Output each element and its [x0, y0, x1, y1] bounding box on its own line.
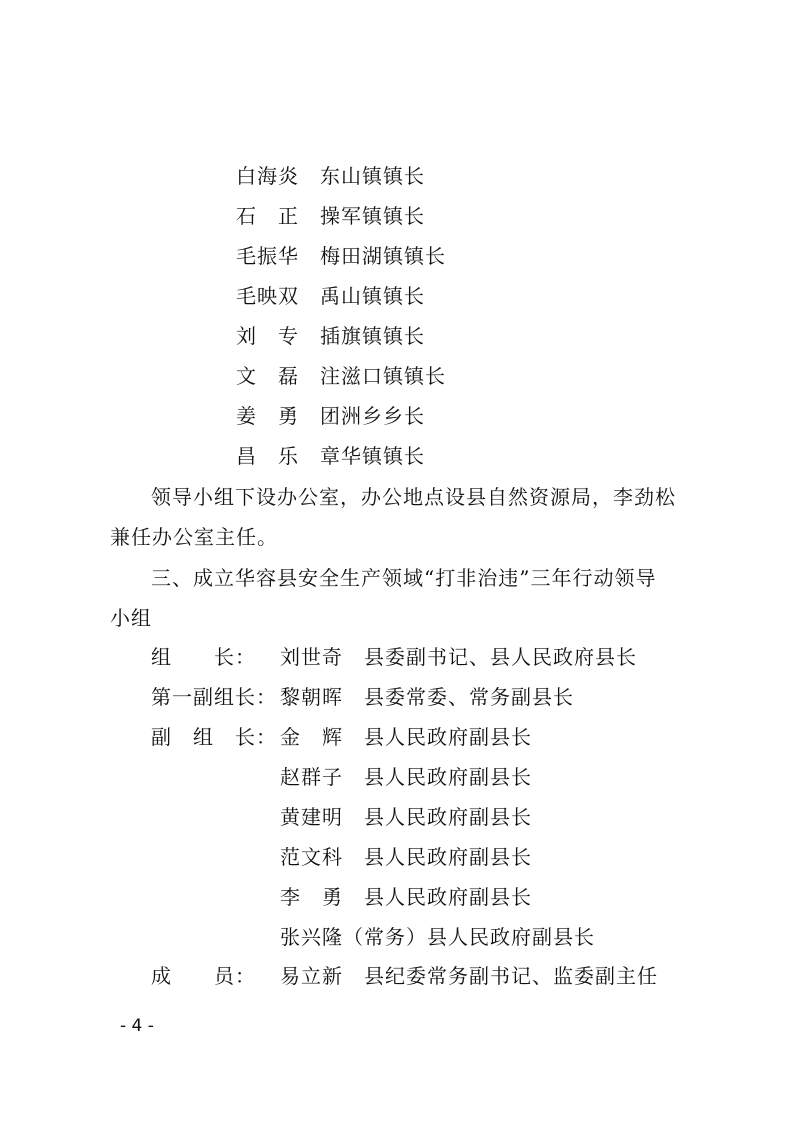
member-title: 操军镇镇长	[320, 204, 425, 228]
member-title: 团洲乡乡长	[320, 404, 425, 428]
member-row	[236, 203, 425, 229]
deputy-name: 赵群子	[280, 765, 343, 789]
member-row	[236, 443, 425, 469]
member-name: 刘 专	[236, 324, 299, 348]
member-name: 白海炎	[236, 164, 299, 188]
deputy-row	[280, 884, 532, 910]
member-name: 毛振华	[236, 244, 299, 268]
member-title: 禹山镇镇长	[320, 284, 425, 308]
member-row	[280, 963, 658, 989]
deputy-title: 县人民政府副县长	[364, 765, 532, 789]
first-deputy-label: 第一副组长：	[151, 685, 277, 709]
deputy-row	[280, 724, 532, 750]
deputy-row	[280, 804, 532, 830]
member-name: 姜 勇	[236, 404, 299, 428]
member-row	[236, 163, 425, 189]
deputy-title: 县人民政府副县长	[364, 805, 532, 829]
member-title: 插旗镇镇长	[320, 324, 425, 348]
leader-title: 县委副书记、县人民政府县长	[364, 645, 637, 669]
deputy-title: 县人民政府副县长	[364, 725, 532, 749]
deputy-title: 县人民政府副县长	[364, 885, 532, 909]
deputy-row	[280, 764, 532, 790]
member-name: 毛映双	[236, 284, 299, 308]
first-deputy-name: 黎朝晖	[280, 685, 343, 709]
deputy-name: 范文科	[280, 845, 343, 869]
member-title: 章华镇镇长	[320, 444, 425, 468]
first-deputy-row	[280, 684, 574, 710]
member-name: 易立新	[280, 964, 343, 988]
deputy-label: 副 组 长：	[151, 725, 277, 749]
deputy-title: 县人民政府副县长	[364, 845, 532, 869]
member-title: 东山镇镇长	[320, 164, 425, 188]
leader-row	[280, 644, 637, 670]
member-row	[236, 363, 446, 389]
deputy-name: 李 勇	[280, 885, 343, 909]
deputy-row	[280, 844, 532, 870]
member-name: 文 磊	[236, 364, 299, 388]
member-name: 昌 乐	[236, 444, 299, 468]
member-row	[236, 323, 425, 349]
section-heading-line-2: 小组	[110, 606, 152, 630]
deputy-title: 县人民政府副县长	[427, 925, 595, 949]
first-deputy-title: 县委常委、常务副县长	[364, 685, 574, 709]
deputy-name: 黄建明	[280, 805, 343, 829]
section-heading-line-1: 三、成立华容县安全生产领域“打非治违”三年行动领导	[151, 566, 657, 590]
deputy-row	[280, 924, 595, 950]
leader-label: 组 长：	[151, 645, 256, 669]
member-title: 县纪委常务副书记、监委副主任	[364, 964, 658, 988]
deputy-name: 张兴隆（常务）	[280, 925, 427, 949]
member-title: 梅田湖镇镇长	[320, 244, 446, 268]
member-name: 石 正	[236, 204, 299, 228]
leader-name: 刘世奇	[280, 645, 343, 669]
member-row	[236, 243, 446, 269]
page-number: - 4 -	[120, 1016, 154, 1036]
office-paragraph-line-1: 领导小组下设办公室，办公地点设县自然资源局，李劲松	[151, 485, 676, 509]
member-title: 注滋口镇镇长	[320, 364, 446, 388]
member-label: 成 员：	[151, 964, 256, 988]
office-paragraph-line-2: 兼任办公室主任。	[110, 525, 278, 549]
member-row	[236, 283, 425, 309]
member-row	[236, 403, 425, 429]
deputy-name: 金 辉	[280, 725, 343, 749]
